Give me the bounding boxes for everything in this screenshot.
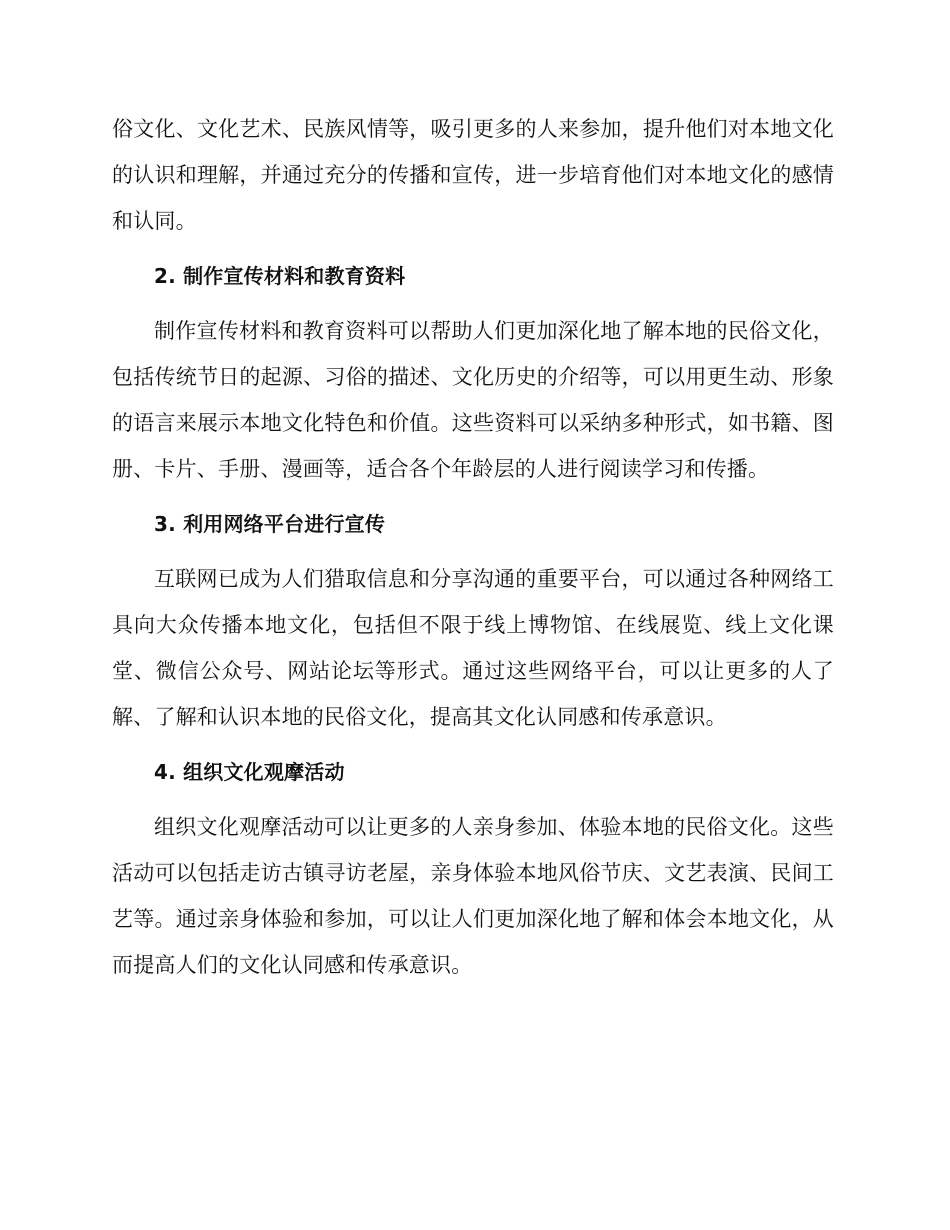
spacer <box>112 795 834 804</box>
spacer <box>112 244 834 253</box>
paragraph-section-2: 制作宣传材料和教育资料可以帮助人们更加深化地了解本地的民俗文化，包括传统节日的起源、习俗的描述、文化历史的介绍等，可以用更生动、形象的语言来展示本地文化特色和价值。这些资料可以采纳多种形式，如书籍、图册、卡片、手册、漫画等，适合各个年龄层的人进行阅读学习和传播。 <box>112 319 834 481</box>
section-heading-3: 3. 利用网络平台进行宣传 <box>154 512 386 536</box>
spacer <box>112 740 834 749</box>
spacer <box>112 547 834 556</box>
spacer <box>112 299 834 308</box>
paragraph-section-4: 组织文化观摩活动可以让更多的人亲身参加、体验本地的民俗文化。这些活动可以包括走访古镇寻访老屋，亲身体验本地风俗节庆、文艺表演、民间工艺等。通过亲身体验和参加，可以让人们更加深化地了解和体会本地文化，从而提高人们的文化认同感和传承意识。 <box>112 815 834 977</box>
spacer <box>112 492 834 501</box>
section-heading-2: 2. 制作宣传材料和教育资料 <box>154 264 406 288</box>
paragraph-intro-continuation: 俗文化、文化艺术、民族风情等，吸引更多的人来参加，提升他们对本地文化的认识和理解，并通过充分的传播和宣传，进一步培育他们对本地文化的感情和认同。 <box>112 117 834 233</box>
paragraph-section-3: 互联网已成为人们猎取信息和分享沟通的重要平台，可以通过各种网络工具向大众传播本地文化，包括但不限于线上博物馆、在线展览、线上文化课堂、微信公众号、网站论坛等形式。通过这些网络平台，可以让更多的人了解、了解和认识本地的民俗文化，提高其文化认同感和传承意识。 <box>112 567 834 729</box>
document-body <box>112 106 834 988</box>
section-heading-4: 4. 组织文化观摩活动 <box>154 760 345 784</box>
